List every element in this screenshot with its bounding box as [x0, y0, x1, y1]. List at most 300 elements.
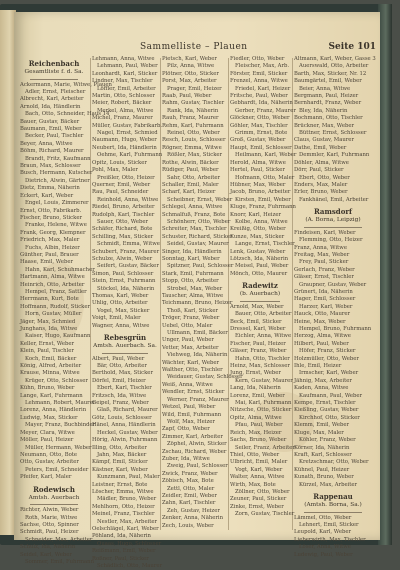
- entry-line: Rehm, Karl, Fuhrmann: [162, 122, 224, 129]
- entry-line: Sonntag, Karl, Weber: [162, 255, 220, 262]
- entry-line: Voigt, Emil, Maler: [92, 315, 141, 322]
- entry-line: Hoffmann, Rudolf, Sticker: [20, 303, 91, 310]
- entry-line: Opitz, Alma, Witwe: [230, 414, 282, 421]
- entry-line: Weidauer, Gustav, Schlosser: [167, 374, 243, 381]
- entry-line: Ludwig, Max, Sticker: [20, 414, 78, 421]
- entry-line: Nestler, Max, Arbeiter: [97, 518, 158, 525]
- entry-line: Hauck, Otto, Maurer: [294, 311, 351, 318]
- entry-line: Dörfel, Emil, Heizer: [92, 377, 146, 384]
- entry-line: Glaß, Richard, Maurer: [97, 407, 158, 414]
- entry-line: Gebhardt, Ida, Näherin: [230, 100, 293, 107]
- text-column-4: [230, 56, 297, 536]
- entry-line: Holzmüller, Otto, Weber: [294, 355, 359, 362]
- section-rule: [304, 512, 362, 513]
- column-rule: [292, 58, 293, 530]
- entry-line: Hübner, Max, Weber: [230, 181, 286, 188]
- entry-line: Gläser, Franz, Weber: [230, 348, 287, 355]
- entry-line: Zettl, Otto, Maler: [167, 485, 215, 492]
- section-heading: Ramsdorf: [313, 207, 353, 217]
- entry-line: Reich, Max, Heizer: [230, 429, 282, 436]
- entry-line: Sommer, Emil, Fuhrmann: [25, 558, 94, 565]
- entry-line: Bach, Otto, Schneider, Haus 14: [25, 111, 110, 118]
- entry-line: Vogel, Max, Sticker: [97, 307, 150, 314]
- entry-line: Friedel, Karl, Heizer: [235, 85, 291, 92]
- entry-line: Heinrich, Otto, Arbeiter: [20, 281, 85, 288]
- column-rule: [90, 58, 91, 530]
- entry-line: Bernhardt, Franz, Weber: [294, 100, 362, 107]
- entry-line: Fritsche, Paul, Weber: [230, 93, 288, 100]
- entry-line: Dörr, Paul, Sticker: [294, 167, 344, 174]
- entry-line: Martin, Otto, Schlosser: [92, 93, 155, 100]
- entry-line: Lehmann, Anna, Witwe: [92, 56, 155, 62]
- entry-line: Zimmer, Karl, Arbeiter: [162, 433, 223, 440]
- entry-line: Dathe, Emil, Weber: [294, 144, 347, 151]
- entry-line: Höfer, Franz, Sticker: [299, 348, 356, 355]
- entry-line: Bergmann, Paul, Heizer: [294, 93, 359, 100]
- entry-line: Querner, Emil, Weber: [92, 181, 151, 188]
- entry-line: Sachse, Otto, Spinner: [20, 521, 79, 528]
- entry-line: Ihle, Emil, Heizer: [294, 363, 342, 370]
- entry-line: Hertel, Paul, Sticker: [230, 167, 285, 174]
- entry-line: Förster, Emil, Sticker: [230, 70, 288, 77]
- entry-line: Rahm, Gustav, Tischler: [162, 100, 225, 107]
- entry-line: Ullmann, Emil, Bäcker: [167, 330, 228, 337]
- entry-line: Mayer, Franz, Buchbinder: [25, 422, 96, 429]
- entry-line: Weiß, Anna, Witwe: [162, 381, 213, 388]
- entry-line: Glöckner, Otto, Weber: [230, 115, 290, 122]
- entry-line: Dietz, Emma, Näherin: [20, 185, 80, 192]
- entry-line: Brückner, Max, Weber: [294, 122, 355, 129]
- entry-line: Krause, Minna, Witwe: [20, 370, 80, 377]
- entry-line: Meyer, Clara, Witwe: [20, 429, 75, 436]
- entry-line: Simon, Paul, Schlosser: [92, 270, 154, 277]
- entry-line: Wirth, Max, Bote: [230, 481, 276, 488]
- entry-line: Friedrich, Max, Maler: [20, 237, 80, 244]
- entry-line: Rothe, Alwin, Bäcker: [162, 159, 219, 166]
- entry-line: Findeisen, Karl, Weber: [294, 229, 356, 236]
- section-subheading: (A. Borna, Leipzig): [305, 217, 361, 224]
- entry-line: Bär, Otto, Arbeiter: [97, 363, 147, 370]
- entry-line: Günther, Paul, Brauer: [20, 251, 79, 258]
- entry-line: Lötzsch, Ida, Näherin: [230, 255, 289, 262]
- entry-line: Thiel, Otto, Weber: [230, 451, 280, 458]
- entry-line: Haupt, Emil, Schlosser: [230, 144, 292, 151]
- entry-line: Meisel, Paul, Weber: [235, 263, 289, 270]
- entry-line: Bochmann, Otto, Tischler: [294, 115, 363, 122]
- entry-line: Hänel, Anna, Händlerin: [92, 422, 156, 429]
- entry-line: Wendler, Ernst, Sticker: [162, 389, 225, 396]
- entry-line: Krüger, Otto, Schlosser: [25, 377, 88, 384]
- entry-line: Löscher, Emma, Witwe: [92, 488, 154, 495]
- entry-line: Wild, Emil, Fuhrmann: [162, 411, 222, 418]
- entry-line: Quaas, Hugo, Schlosser: [97, 540, 162, 547]
- entry-line: Fischer, Paul, Heizer: [230, 340, 286, 347]
- entry-line: Becker, Paul, Tischler: [25, 133, 84, 140]
- entry-line: Thomas, Karl, Weber: [92, 293, 149, 299]
- entry-line: Oelschlägel, Karl, Weber: [92, 525, 159, 532]
- entry-line: Sauer, Otto, Weber: [97, 218, 149, 225]
- entry-line: Mönch, Otto, Maurer: [230, 270, 288, 277]
- entry-line: Thoß, Karl, Sticker: [167, 307, 219, 314]
- entry-line: Meier, Robert, Bäcker: [92, 100, 152, 107]
- entry-line: Böhm, Richard, Maurer: [20, 148, 84, 155]
- entry-line: Hofmann, Otto, Maler: [235, 174, 295, 181]
- section-subheading: (b. Auerbach): [239, 291, 281, 298]
- entry-line: Reinel, Otto, Weber: [167, 130, 220, 137]
- document-page: [14, 12, 380, 569]
- entry-line: Fiedler, Otto, Weber: [230, 56, 285, 62]
- entry-line: Plötner, Otto, Sticker: [162, 70, 219, 77]
- entry-line: Keller, Ernst, Weber: [20, 340, 75, 347]
- entry-line: Engel, Louis, Zimmerer: [25, 200, 89, 207]
- entry-line: Ludewig, Paul, Weber: [294, 551, 353, 558]
- entry-line: Porst, Max, Arbeiter: [162, 78, 217, 85]
- entry-line: Sachs, Bruno, Weber: [230, 437, 287, 444]
- entry-line: Uhlig, Otto, Arbeiter: [92, 300, 148, 307]
- entry-line: Fuchs, Albin, Heizer: [25, 244, 80, 251]
- entry-line: Seifert, Gustav, Bäcker: [97, 263, 159, 270]
- entry-line: Albrecht, Karl, Arbeiter: [20, 96, 84, 103]
- entry-line: Zorn, Gustav, Tischler: [235, 511, 295, 518]
- entry-line: Schulz, Ida, Näherin: [20, 544, 76, 551]
- entry-line: Kreißig, Otto, Weber: [230, 226, 286, 233]
- entry-line: Hörig, Alwin, Fuhrmann: [92, 437, 158, 444]
- entry-line: Spitzner, Paul, Schlosser: [167, 263, 234, 270]
- entry-line: Kluge, Franz, Fuhrmann: [230, 204, 296, 211]
- entry-line: Raab, Paul, Weber: [162, 93, 212, 100]
- entry-line: Michel, Franz, Maurer: [92, 115, 153, 122]
- entry-line: Baumann, Emil, Weber: [20, 126, 82, 133]
- entry-line: Bauer, Gustav, Bäcker: [20, 118, 80, 125]
- entry-line: Schubert, Franz, Maurer: [92, 248, 160, 255]
- entry-line: Stark, Emil, Fuhrmann: [162, 270, 224, 277]
- entry-line: Horn, Gustav, Müller: [25, 311, 82, 318]
- entry-line: Schaller, Emil, Maler: [162, 181, 219, 188]
- entry-line: Stein, Ernst, Fuhrmann: [92, 278, 156, 285]
- entry-line: Beck, Emil, Sticker: [230, 318, 282, 325]
- section-rule: [30, 79, 78, 80]
- entry-line: Roth, Marie, Witwe: [25, 514, 78, 521]
- entry-line: Vetter, Max, Arbeiter: [162, 344, 219, 351]
- entry-line: Frey, Paul, Sticker: [299, 259, 349, 266]
- entry-line: Geipel, Franz, Weber: [92, 400, 149, 407]
- entry-line: Demmler, Karl, Fuhrmann: [299, 152, 370, 159]
- entry-line: Merkel, Alma, Witwe: [97, 107, 154, 114]
- entry-line: Grimm, Ernst, Bote: [235, 130, 288, 137]
- entry-line: Rüdiger, Paul, Weber: [162, 167, 219, 174]
- entry-line: Körner, Ida, Näherin: [294, 444, 350, 451]
- entry-line: Wagner, Anna, Witwe: [92, 322, 150, 329]
- entry-line: Jähnig, Max, Arbeiter: [294, 377, 352, 384]
- entry-line: Dressel, Karl, Weber: [230, 326, 286, 332]
- entry-line: Schulze, Alwin, Weber: [92, 255, 153, 262]
- entry-line: Pohl, Max, Maler: [92, 167, 138, 174]
- entry-line: Zöllner, Otto, Weber: [235, 488, 290, 495]
- entry-line: Kunze, Max, Sticker: [230, 233, 285, 240]
- entry-line: Lorenz, Emil, Weber: [230, 392, 285, 399]
- entry-line: Stopp, Otto, Arbeiter: [162, 278, 219, 285]
- section-subheading: (Amtsh. Borna, Sa.): [304, 501, 362, 508]
- entry-line: Flemming, Otto, Heizer: [299, 237, 363, 244]
- entry-line: Bley, Ida, Näherin: [299, 107, 348, 114]
- entry-line: Lange, Ernst, Tischler: [235, 241, 295, 248]
- entry-line: Möller, Paul, Heizer: [20, 437, 74, 444]
- entry-line: Meinel, Franz, Tischler: [92, 511, 155, 518]
- entry-line: Frank, Georg, Klempner: [20, 229, 86, 236]
- section-rule: [30, 504, 78, 505]
- entry-line: Groß, Gustav, Weber: [230, 137, 286, 144]
- entry-line: Eckert, Karl, Weber: [20, 192, 74, 199]
- entry-line: Fischer, Bruno, Sticker: [20, 214, 83, 221]
- entry-line: Hahn, Otto, Tischler: [235, 355, 290, 362]
- entry-line: Herold, Alma, Witwe: [230, 159, 286, 166]
- entry-line: Auerswald, Otto, Arbeiter: [299, 63, 369, 70]
- entry-line: Kaiser, Hugo, Kaufmann: [25, 333, 91, 340]
- entry-line: Adler, Ernst, Fleischer: [25, 89, 86, 95]
- entry-line: Barth, Max, Sticker, Nr. 12: [294, 70, 367, 77]
- entry-line: Kretzschmar, Otto, Weber: [299, 459, 369, 466]
- entry-line: Kühn, Bruno, Weber: [20, 385, 75, 392]
- entry-line: Lehmann, Robert, Maurer: [25, 400, 96, 407]
- entry-line: Kühnel, Paul, Heizer: [294, 466, 350, 473]
- entry-line: Schäfer, Richard, Bote: [92, 226, 153, 233]
- page-number: Seite 101: [328, 42, 376, 52]
- entry-line: Rudolph, Karl, Tischler: [92, 211, 155, 218]
- entry-line: Fritzsch, Ida, Witwe: [92, 392, 147, 399]
- entry-line: Kaufmann, Paul, Weber: [299, 392, 363, 399]
- entry-line: Zeidler, Emil, Weber: [162, 492, 217, 499]
- entry-line: Walter, Anna, Witwe: [230, 474, 285, 481]
- entry-line: Resch, Louis, Schlosser: [162, 137, 226, 144]
- entry-line: Wächter, Karl, Weber: [162, 359, 220, 366]
- entry-line: Uebel, Otto, Maler: [162, 322, 213, 329]
- entry-line: Zenker, Anna, Näherin: [162, 515, 224, 522]
- entry-line: Claus, Gustav, Maurer: [294, 137, 354, 144]
- entry-line: Kern, Gustav, Maurer: [235, 377, 293, 384]
- entry-line: Walther, Otto, Tischler: [162, 367, 223, 374]
- entry-line: Sahr, Otto, Arbeiter: [167, 174, 221, 181]
- entry-line: Haase, Emil, Weber: [20, 259, 74, 266]
- entry-line: Wetzel, Paul, Weber: [162, 404, 216, 411]
- entry-line: Heine, Max, Weber: [294, 318, 346, 325]
- entry-line: Seiler, Franz, Arbeiter: [235, 444, 295, 451]
- entry-line: Peters, Emil, Schneider: [25, 466, 89, 473]
- entry-line: Ebert, Otto, Weber: [299, 174, 350, 181]
- entry-line: Teichmann, Bruno, Heizer: [162, 300, 233, 307]
- section-heading: Rodewisch: [33, 484, 75, 494]
- entry-line: Richter, Alwin, Weber: [20, 507, 79, 514]
- entry-line: Hartmann, Alma, Witwe: [20, 274, 85, 281]
- entry-line: Löffler, Emil, Arbeiter: [97, 85, 156, 92]
- entry-line: Scharf, Karl, Heizer: [162, 189, 216, 196]
- entry-line: Pfeifer, Karl, Maler: [20, 474, 72, 481]
- entry-line: Lindner, Max, Tischler: [92, 78, 153, 85]
- entry-line: Heinz, Max, Schlosser: [230, 363, 290, 370]
- entry-line: Neumann, Otto, Bote: [20, 451, 78, 458]
- entry-line: Zöbisch, Max, Bote: [162, 478, 214, 485]
- entry-line: Arnold, Max, Weber: [230, 303, 284, 310]
- entry-line: Ebert, Karl, Tischler: [97, 385, 152, 392]
- entry-line: Graupner, Gustav, Weber: [299, 281, 367, 288]
- entry-line: Leonhardt, Karl, Sticker: [92, 70, 158, 77]
- text-column-5: [294, 56, 376, 558]
- entry-line: Knorr, Karl, Heizer: [230, 211, 282, 218]
- entry-line: Ackermann, Marie, Witwe, Plauen: [20, 81, 112, 88]
- book-spine-edge: [378, 4, 392, 545]
- entry-line: Gerlach, Franz, Weber: [294, 266, 355, 273]
- entry-line: Irmscher, Karl, Weber: [299, 370, 359, 377]
- entry-line: Neubert, Ida, Händlerin: [92, 144, 157, 151]
- entry-line: Klemm, Emil, Weber: [294, 422, 350, 429]
- text-column-1: [20, 56, 112, 565]
- entry-line: Vogt, Karl, Weber: [235, 466, 283, 473]
- entry-line: Lehmann, Paul, Weber: [97, 63, 158, 70]
- entry-line: Prager, Emil, Heizer: [167, 85, 222, 92]
- entry-line: Erler, Bruno, Weber: [294, 189, 348, 196]
- section-heading: Rebesgrün: [103, 333, 147, 343]
- entry-line: Naumann, Hugo, Weber: [92, 137, 157, 144]
- entry-line: Kempe, Ernst, Tischler: [294, 400, 356, 407]
- section-rule: [102, 353, 148, 354]
- entry-line: Kirchhof, Otto, Sticker: [299, 414, 360, 421]
- entry-line: Hager, Emil, Schlosser: [294, 296, 356, 303]
- text-column-2: [92, 56, 163, 569]
- entry-line: Zeuner, Paul, Sticker: [230, 496, 287, 503]
- entry-line: Müller, Gustav, Fabrikarb.: [92, 122, 163, 129]
- entry-line: Strobel, Max, Weber: [167, 285, 223, 292]
- entry-line: Rank, Ida, Näherin: [167, 107, 219, 114]
- entry-line: Herrmann, Kurt, Bote: [20, 296, 79, 303]
- entry-line: Beyer, Anna, Witwe: [20, 140, 73, 147]
- entry-line: Stöckel, Ida, Näherin: [97, 285, 155, 292]
- entry-line: Lieberwirth, Max, Tischler: [294, 536, 366, 543]
- entry-line: Bauer, Otto, Arbeiter: [235, 311, 292, 318]
- entry-line: Berthold, Max, Sticker: [92, 370, 153, 377]
- entry-line: Busch, Hermann, Kutscher: [20, 170, 93, 177]
- entry-line: Lange, Karl, Fuhrmann: [20, 392, 83, 399]
- entry-line: Tauscher, Alma, Witwe: [162, 293, 224, 299]
- entry-line: Schlegel, Anna, Witwe: [162, 204, 223, 211]
- entry-line: Otto, Gustav, Arbeiter: [20, 459, 79, 466]
- entry-line: Pilz, Anna, Witwe: [167, 63, 215, 70]
- entry-line: Pietsch, Karl, Weber: [162, 56, 217, 62]
- entry-line: Schneider, Max, Arbeiter: [25, 536, 93, 543]
- entry-line: Koch, Emil, Bäcker: [25, 355, 77, 362]
- entry-line: Unger, Paul, Weber: [162, 337, 214, 344]
- entry-line: Junghans, Ida, Witwe: [20, 326, 78, 332]
- entry-line: Zweig, Paul, Schlosser: [167, 463, 228, 470]
- entry-line: Döhler, Alma, Witwe: [294, 159, 349, 166]
- entry-line: Zahn, Karl, Tischler: [162, 500, 216, 507]
- entry-line: Eichler, Anna, Witwe: [235, 333, 292, 340]
- entry-line: Rauh, Franz, Maurer: [162, 115, 219, 122]
- book: [0, 4, 392, 569]
- entry-line: Jacob, Bruno, Arbeiter: [230, 189, 291, 196]
- entry-line: Schreiter, Max, Tischler: [162, 226, 227, 233]
- entry-line: Zeh, Gustav, Heizer: [167, 507, 220, 514]
- entry-line: Zapf, Otto, Weber: [162, 426, 210, 433]
- entry-line: Oehme, Karl, Fuhrmann: [97, 152, 163, 159]
- entry-line: Dietrich, Alwin, Gärtner: [25, 177, 90, 184]
- entry-line: Lorenz, Anna, Händlerin: [20, 407, 87, 414]
- entry-line: Tröger, Franz, Weber: [162, 315, 220, 322]
- entry-line: Ernst, Otto, Fabrikarb.: [20, 207, 82, 214]
- entry-line: Freitag, Max, Weber: [294, 251, 350, 258]
- entry-line: Opitz, Louis, Sticker: [92, 159, 147, 166]
- entry-line: Herzog, Alma, Witwe: [294, 333, 351, 340]
- entry-line: Baumgärtel, Emil, Weber: [294, 78, 362, 85]
- entry-line: Hempel, Bruno, Fuhrmann: [299, 326, 372, 332]
- section-heading: Reichenbach: [28, 59, 80, 68]
- entry-line: Brandt, Fritz, Kaufmann: [25, 155, 91, 162]
- section-heading: Rappenau: [313, 491, 353, 501]
- entry-line: Hilbert, Paul, Weber: [294, 340, 349, 347]
- entry-line: Arnold, Ida, Händlerin: [20, 103, 81, 110]
- entry-line: Mädler, Bruno, Weber: [97, 496, 157, 503]
- entry-line: Kießling, Gustav, Weber: [294, 407, 359, 414]
- entry-line: Jäger, Max, Schmied: [20, 318, 76, 325]
- entry-line: Frenzel, Anna, Witwe: [230, 78, 288, 85]
- section-subheading: Amtsh. Auerbach: [28, 494, 80, 501]
- entry-line: Reißmann, Emil, Weber: [92, 548, 156, 555]
- entry-line: Rößler, Max, Sticker: [167, 152, 223, 159]
- section-subheading: Amtsh. Auerbach. Sa.: [93, 343, 157, 350]
- entry-line: Zschau, Richard, Weber: [162, 448, 227, 455]
- entry-line: Kirsten, Emil, Weber: [235, 196, 291, 203]
- entry-line: Nagel, Ernst, Schmied: [97, 130, 158, 137]
- entry-line: Leupold, Karl, Weber: [294, 529, 352, 536]
- entry-line: Werner, Franz, Maurer: [167, 396, 229, 403]
- column-rule: [228, 58, 229, 530]
- entry-line: Zuber, Ida, Witwe: [162, 455, 210, 462]
- entry-line: Harzer, Karl, Weber: [299, 303, 353, 310]
- entry-line: Zwick, Franz, Weber: [162, 470, 218, 477]
- entry-line: Zech, Louis, Weber: [162, 522, 214, 529]
- entry-line: Albert, Paul, Weber: [92, 355, 145, 362]
- entry-line: Fleischer, Max, Arb.: [235, 63, 290, 70]
- entry-line: Braun, Max, Schlosser: [20, 163, 81, 170]
- entry-line: Lämmel, Otto, Weber: [294, 514, 352, 521]
- section-heading: Radewitz: [242, 281, 278, 291]
- entry-line: Schmidt, Paul, Heizer: [20, 529, 79, 536]
- entry-line: Hahn, Karl, Schuhmacher: [25, 266, 95, 273]
- entry-line: Franz, Anna, Witwe: [294, 244, 347, 251]
- entry-line: Illing, Otto, Arbeiter: [92, 444, 147, 451]
- entry-line: Schönherr, Otto, Weber: [167, 218, 231, 225]
- entry-line: Köhler, Franz, Weber: [299, 437, 356, 444]
- entry-line: Jung, Ernst, Weber: [230, 370, 281, 377]
- entry-line: Schuster, Richard, Sticker: [162, 233, 233, 240]
- entry-line: Reinhold, Anna, Witwe: [97, 196, 159, 203]
- entry-line: Löser, Anna, Witwe: [299, 544, 351, 551]
- entry-line: Gläser, Ernst, Tischler: [294, 274, 354, 281]
- entry-line: Müller, Hermann, Weber: [25, 444, 92, 451]
- section-subheading: Gesamtliste f. d. Sa.: [24, 69, 84, 75]
- entry-line: Wolf, Max, Heizer: [167, 418, 215, 425]
- entry-line: Hempel, Franz, Sattler: [25, 288, 87, 295]
- running-head: Sammelliste – Plauen: [140, 42, 248, 52]
- entry-line: Riedel, Bruno, Arbeiter: [92, 204, 155, 211]
- entry-line: Lenk, Gustav, Weber: [230, 248, 286, 255]
- entry-line: Kürzel, Max, Arbeiter: [299, 481, 358, 488]
- entry-line: Jahn, Max, Bäcker: [97, 451, 147, 458]
- section-rule: [304, 227, 362, 228]
- entry-line: Gerber, Franz, Maurer: [235, 107, 296, 114]
- entry-line: Leistner, Ernst, Bote: [92, 481, 148, 488]
- entry-line: Götz, Louis, Schlosser: [92, 414, 152, 421]
- section-rule: [240, 301, 280, 302]
- entry-line: König, Alfred, Arbeiter: [20, 363, 82, 370]
